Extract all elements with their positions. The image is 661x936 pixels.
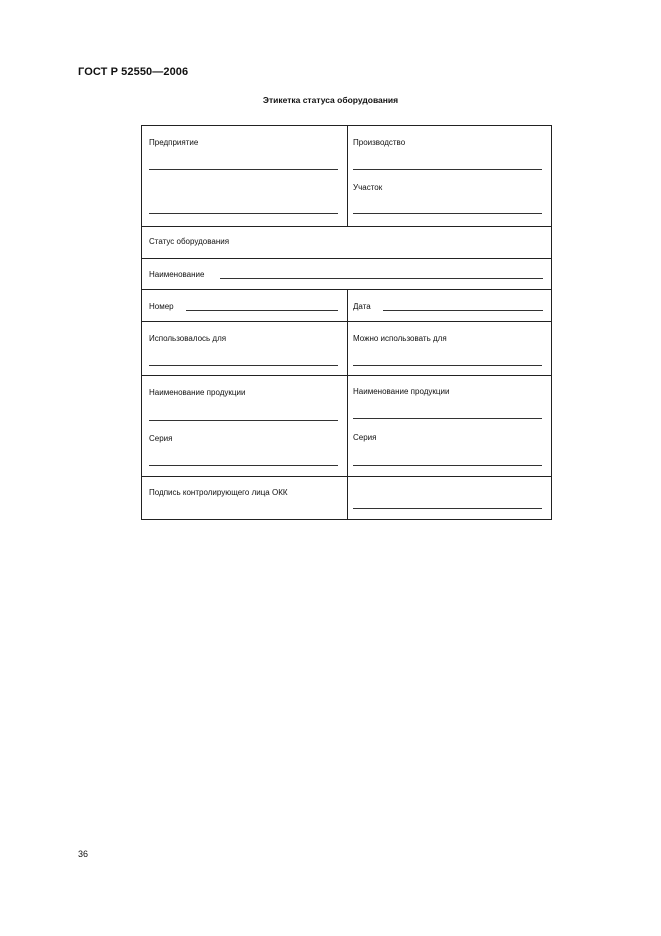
date-field-line[interactable] [383,310,543,311]
column-divider [347,289,348,520]
name-field-line[interactable] [220,278,543,279]
row-divider [142,258,551,259]
can-use-for-field-line[interactable] [353,365,542,366]
name-label: Наименование [149,270,205,279]
used-for-field-line[interactable] [149,365,338,366]
batch-right-field-line[interactable] [353,465,542,466]
used-for-label: Использовалось для [149,334,227,343]
equipment-status-label: Статус оборудования [149,237,230,246]
production-field-line[interactable] [353,169,542,170]
form-title: Этикетка статуса оборудования [262,95,399,105]
enterprise-label: Предприятие [149,138,199,147]
section-label: Участок [353,183,383,192]
section-field-line[interactable] [353,213,542,214]
product-name-right-field-line[interactable] [353,418,542,419]
qc-signature-label: Подпись контролирующего лица ОКК [149,488,288,497]
production-label: Производство [353,138,406,147]
date-label: Дата [353,302,371,311]
qc-signature-field-line[interactable] [353,508,542,509]
page-number: 36 [78,849,89,859]
number-label: Номер [149,302,174,311]
product-name-right-label: Наименование продукции [353,387,450,396]
batch-right-label: Серия [353,433,377,442]
product-name-left-label: Наименование продукции [149,388,246,397]
column-divider [347,126,348,226]
document-code: ГОСТ Р 52550—2006 [78,66,189,78]
batch-left-label: Серия [149,434,173,443]
enterprise-field-line-2[interactable] [149,213,338,214]
equipment-status-label-form [141,125,552,520]
product-name-left-field-line[interactable] [149,420,338,421]
row-divider [142,226,551,227]
number-field-line[interactable] [186,310,338,311]
enterprise-field-line-1[interactable] [149,169,338,170]
can-use-for-label: Можно использовать для [353,334,447,343]
batch-left-field-line[interactable] [149,465,338,466]
